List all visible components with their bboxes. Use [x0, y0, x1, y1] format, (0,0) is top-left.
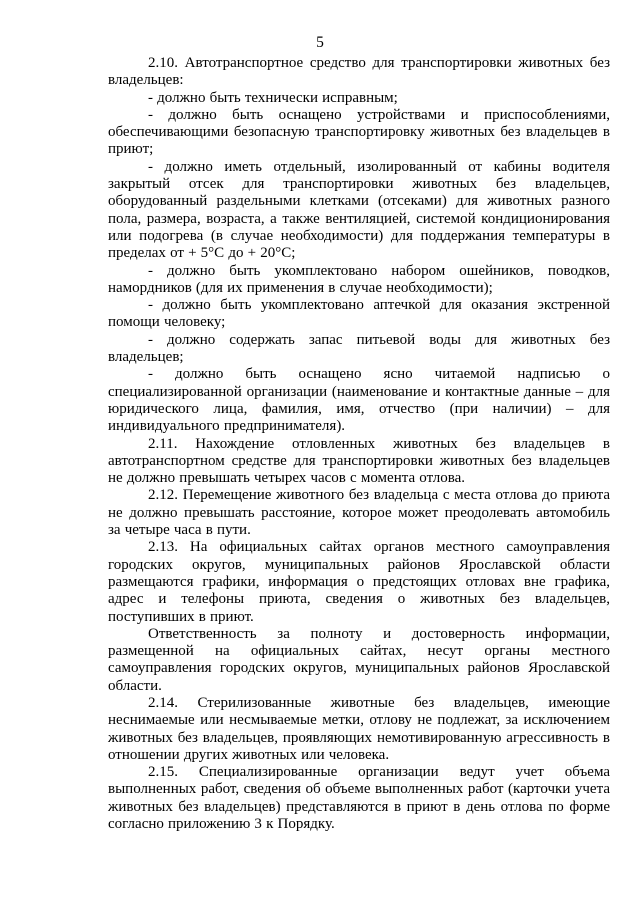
list-item-first-aid-kit: - должно быть укомплектовано аптечкой для оказания экстренной помощи человеку; [108, 297, 610, 331]
list-item-collars-leashes: - должно быть укомплектовано набором ошейников, поводков, намордников (для их применения в случае необходимости); [108, 262, 610, 296]
paragraph-responsibility: Ответственность за полноту и достоверность информации, размещенной на официальных сайтах, несут органы местного самоуправления городских округов, муниципальных районов Ярославской области. [108, 625, 610, 694]
paragraph-2-14: 2.14. Стерилизованные животные без владельцев, имеющие неснимаемые или несмываемые метки, отлову не подлежат, за исключением животных без владельцев, проявляющих немотивированную агрессивность в отношении других животных или человека. [108, 694, 610, 763]
paragraph-2-13: 2.13. На официальных сайтах органов местного самоуправления городских округов, муниципальных районов Ярославской области размещаются графики, информация о предстоящих отловах вне графика, адрес и телефоны приюта, сведения о животных без владельцев, поступивших в приют. [108, 539, 610, 625]
paragraph-2-10-intro: 2.10. Автотранспортное средство для транспортировки животных без владельцев: [108, 55, 610, 89]
paragraph-2-11: 2.11. Нахождение отловленных животных без владельцев в автотранспортном средстве для транспортировки животных без владельцев не должно превышать четырех часов с момента отлова. [108, 435, 610, 487]
list-item-readable-inscription: - должно быть оснащено ясно читаемой надписью о специализированной организации (наименование и контактные данные – для юридического лица, фамилия, имя, отчество (при наличии) – для индивидуального предпринимателя). [108, 366, 610, 435]
list-item-equipped-devices: - должно быть оснащено устройствами и приспособлениями, обеспечивающими безопасную транспортировку животных без владельцев в приют; [108, 106, 610, 158]
list-item-technically-sound: - должно быть технически исправным; [148, 89, 398, 106]
paragraph-2-15: 2.15. Специализированные организации ведут учет объема выполненных работ, сведения об объеме выполненных работ (карточки учета животных без владельцев) представляются в приют в день отлова по форме согласно приложению 3 к Порядку. [108, 764, 610, 833]
page-number: 5 [316, 34, 324, 51]
list-item-separate-compartment: - должно иметь отдельный, изолированный от кабины водителя закрытый отсек для транспортировки животных без владельцев, оборудованный раздельными клетками (отсеками) для животных разного пола, размера, возраста, а также вентиляцией, системой кондиционирования или подогрева (в случае необходимости) для поддержания температуры в пределах от + 5°С до + 20°С; [108, 158, 610, 262]
paragraph-2-12: 2.12. Перемещение животного без владельца с места отлова до приюта не должно превышать расстояние, которое может преодолевать автомобиль за четыре часа в пути. [108, 487, 610, 539]
list-item-drinking-water: - должно содержать запас питьевой воды для животных без владельцев; [108, 331, 610, 366]
document-body [108, 55, 610, 833]
